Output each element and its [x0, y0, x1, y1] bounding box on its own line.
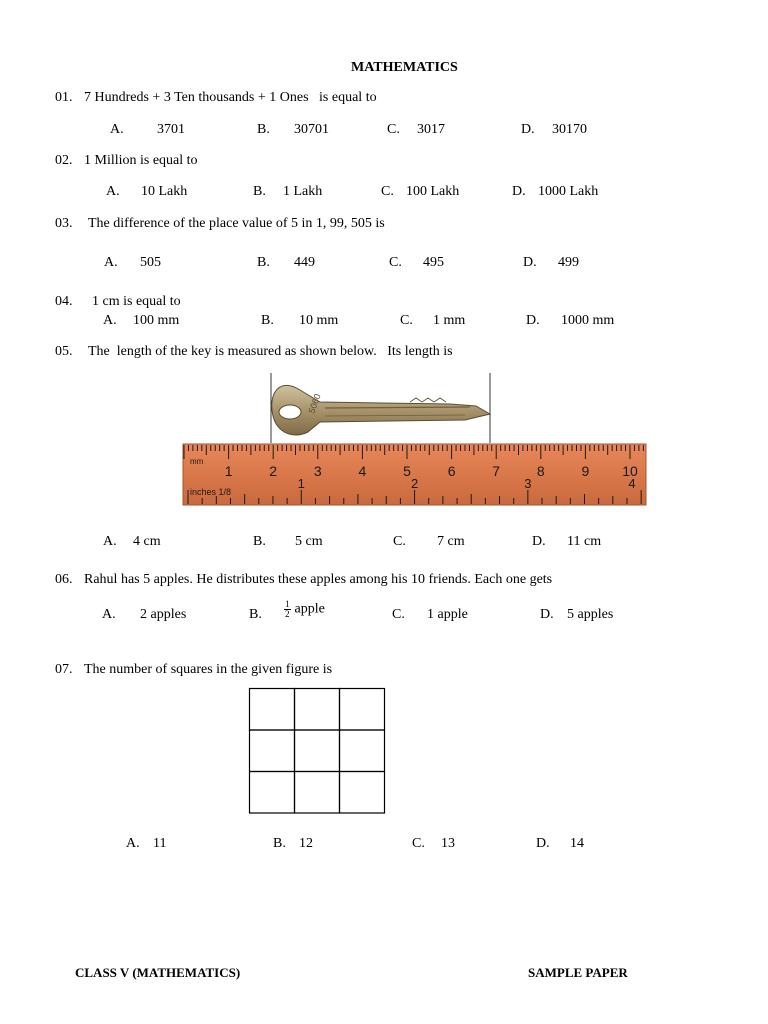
grid-cell	[295, 730, 340, 772]
ruler-cm-label: 1	[224, 463, 233, 479]
option-letter: A.	[104, 255, 118, 270]
option-value: 30170	[552, 122, 587, 137]
question-3	[55, 216, 385, 232]
question-number: 05.	[55, 344, 73, 359]
question-number: 01.	[55, 90, 73, 105]
footer-right: SAMPLE PAPER	[528, 965, 628, 980]
option-value: 4 cm	[133, 534, 161, 549]
option-value: 5 apples	[567, 607, 614, 622]
option-value: apple	[294, 601, 325, 617]
grid-cell	[295, 689, 340, 731]
option-letter: C.	[381, 184, 394, 199]
option-letter: A.	[102, 607, 116, 622]
question-5	[55, 344, 453, 360]
question-number: 03.	[55, 216, 73, 231]
ruler-cm-label: 9	[581, 463, 590, 479]
ruler-cm-label: 6	[447, 463, 456, 479]
ruler-inch-label: 3	[524, 476, 532, 491]
ruler-cm-label: 7	[492, 463, 501, 479]
grid-cell	[340, 689, 385, 731]
ruler-inch-label: 2	[410, 476, 419, 491]
option-letter: C.	[392, 607, 405, 622]
ruler-unit-label: mm	[190, 457, 204, 466]
ruler-inch-label: 1	[297, 476, 305, 491]
option-value: 11 cm	[567, 534, 602, 549]
fraction-numerator: 1	[285, 599, 290, 609]
option-value: 5 cm	[295, 534, 323, 549]
option-value: 2 apples	[140, 607, 187, 622]
question-text: 1 Million is equal to	[84, 153, 198, 168]
ruler-inches-label: inches 1/8	[190, 487, 232, 497]
option-letter: D.	[521, 122, 535, 137]
question-number: 04.	[55, 294, 73, 309]
option-letter: B.	[273, 836, 286, 851]
option-letter: C.	[387, 122, 400, 137]
option-value: 499	[558, 255, 579, 270]
option-value: 11	[153, 836, 167, 851]
ruler-inch-label: 4	[628, 476, 636, 491]
question-1	[55, 90, 377, 106]
option-value: 100 Lakh	[406, 184, 460, 199]
option-value: 30701	[294, 122, 329, 137]
question-number: 02.	[55, 153, 73, 168]
question-number: 06.	[55, 572, 73, 587]
option-letter: A.	[106, 184, 120, 199]
question-text: 1 cm is equal to	[92, 294, 181, 309]
option-value: 1 Lakh	[283, 184, 323, 199]
footer-left: CLASS V (MATHEMATICS)	[75, 965, 241, 980]
option-value: 7 cm	[437, 534, 465, 549]
ruler-cm-label: 8	[536, 463, 545, 479]
option-letter: B.	[257, 255, 270, 270]
option-value: 12	[299, 836, 313, 851]
grid-cell	[340, 730, 385, 772]
option-letter: C.	[400, 313, 413, 328]
ruler-cm-label: 5	[403, 463, 411, 479]
question-text: Rahul has 5 apples. He distributes these apples among his 10 friends. Each one gets	[84, 572, 553, 587]
option-value: 1000 Lakh	[538, 184, 599, 199]
fraction	[284, 600, 291, 619]
question-2	[55, 153, 198, 169]
option-letter: B.	[253, 184, 266, 199]
option-value: 10 mm	[299, 313, 339, 328]
question-7	[55, 662, 332, 678]
option-value: 3701	[157, 122, 185, 137]
grid-cell	[295, 772, 340, 814]
option-value: 1 mm	[433, 313, 466, 328]
key-icon	[272, 386, 490, 436]
grid-cell	[340, 772, 385, 814]
option-letter: A.	[103, 534, 117, 549]
key-engraving: 5060	[306, 392, 323, 415]
grid-cell	[250, 772, 295, 814]
option-letter: B.	[261, 313, 274, 328]
ruler-cm-label: 2	[269, 463, 278, 479]
grid-cell	[250, 730, 295, 772]
question-text: The difference of the place value of 5 in 1, 99, 505 is	[88, 216, 385, 231]
option-letter: C.	[393, 534, 406, 549]
ruler-cm-label: 10	[622, 463, 638, 479]
option-letter: D.	[532, 534, 546, 549]
option-value: 1 apple	[427, 607, 468, 622]
option-letter: A.	[110, 122, 124, 137]
option-value: 505	[140, 255, 161, 270]
question-text: 7 Hundreds + 3 Ten thousands + 1 Ones is equal to	[84, 90, 377, 105]
option-letter: B.	[257, 122, 270, 137]
option-value: 3017	[417, 122, 445, 137]
option-letter: D.	[536, 836, 550, 851]
option-letter: D.	[540, 607, 554, 622]
option-letter: B.	[253, 534, 266, 549]
question-text: The length of the key is measured as shown below. Its length is	[88, 344, 453, 359]
fraction-denominator: 2	[285, 609, 290, 619]
option-letter: A.	[126, 836, 140, 851]
option-letter: C.	[412, 836, 425, 851]
option-value: 100 mm	[133, 313, 180, 328]
key-ruler-illustration	[180, 370, 650, 510]
option-value: 495	[423, 255, 444, 270]
option-b-fraction-value	[284, 600, 325, 619]
page-title: MATHEMATICS	[351, 60, 458, 75]
option-value: 10 Lakh	[141, 184, 188, 199]
question-4	[55, 294, 181, 310]
question-text: The number of squares in the given figure is	[84, 662, 333, 677]
square-grid-figure	[247, 686, 387, 816]
option-letter: B.	[249, 607, 262, 622]
question-6	[55, 572, 552, 588]
ruler-cm-label: 3	[313, 463, 322, 479]
option-letter: A.	[103, 313, 117, 328]
ruler-cm-label: 4	[358, 463, 367, 479]
option-value: 14	[570, 836, 584, 851]
option-letter: D.	[526, 313, 540, 328]
option-value: 1000 mm	[561, 313, 615, 328]
option-value: 449	[294, 255, 315, 270]
question-number: 07.	[55, 662, 73, 677]
option-letter: D.	[512, 184, 526, 199]
option-letter: C.	[389, 255, 402, 270]
option-value: 13	[441, 836, 455, 851]
grid-cell	[250, 689, 295, 731]
option-letter: D.	[523, 255, 537, 270]
